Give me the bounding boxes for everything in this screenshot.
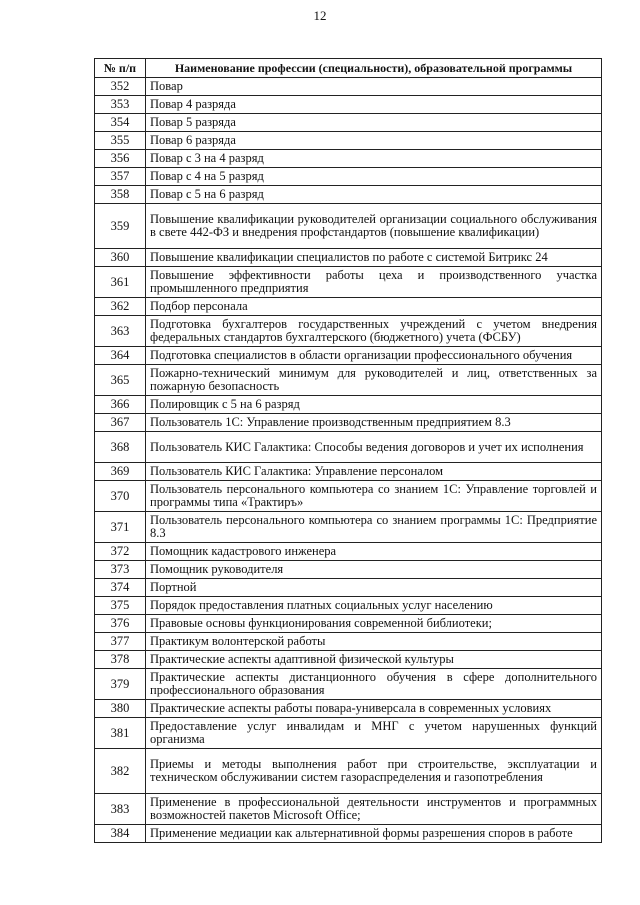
table-row <box>95 414 602 432</box>
row-number: 379 <box>95 669 146 700</box>
row-number: 364 <box>95 347 146 365</box>
program-name: Пользователь персонального компьютера со знанием 1С: Управление торговлей и программы типа «Трактиръ» <box>146 481 602 512</box>
program-name: Применение в профессиональной деятельности инструментов и программных возможностей пакетов Microsoft Office; <box>146 794 602 825</box>
table-row <box>95 132 602 150</box>
program-name: Повар 5 разряда <box>146 114 602 132</box>
table-row <box>95 633 602 651</box>
program-name: Пользователь персонального компьютера со знанием программы 1С: Предприятие 8.3 <box>146 512 602 543</box>
table-row <box>95 249 602 267</box>
row-number: 372 <box>95 543 146 561</box>
table-row <box>95 96 602 114</box>
program-name: Подготовка бухгалтеров государственных учреждений с учетом внедрения федеральных стандартов бухгалтерского (бюджетного) учета (ФСБУ) <box>146 316 602 347</box>
program-name: Пользователь КИС Галактика: Управление персоналом <box>146 463 602 481</box>
program-name: Помощник кадастрового инженера <box>146 543 602 561</box>
row-number: 358 <box>95 186 146 204</box>
program-name: Практикум волонтерской работы <box>146 633 602 651</box>
page-number: 12 <box>313 8 327 23</box>
table-row <box>95 168 602 186</box>
row-number: 365 <box>95 365 146 396</box>
program-name: Практические аспекты дистанционного обучения в сфере дополнительного профессионального образования <box>146 669 602 700</box>
program-name: Повар <box>146 78 602 96</box>
row-number: 378 <box>95 651 146 669</box>
table-row <box>95 432 602 463</box>
program-name: Полировщик с 5 на 6 разряд <box>146 396 602 414</box>
row-number: 369 <box>95 463 146 481</box>
program-name: Порядок предоставления платных социальных услуг населению <box>146 597 602 615</box>
row-number: 374 <box>95 579 146 597</box>
table-row <box>95 512 602 543</box>
table-row <box>95 543 602 561</box>
row-number: 361 <box>95 267 146 298</box>
program-name: Повышение квалификации специалистов по работе с системой Битрикс 24 <box>146 249 602 267</box>
table-row <box>95 316 602 347</box>
program-name: Практические аспекты работы повара-универсала в современных условиях <box>146 700 602 718</box>
row-number: 373 <box>95 561 146 579</box>
table-row <box>95 267 602 298</box>
program-name: Повышение эффективности работы цеха и производственного участка промышленного предприятия <box>146 267 602 298</box>
row-number: 384 <box>95 825 146 843</box>
table-row <box>95 78 602 96</box>
program-name: Помощник руководителя <box>146 561 602 579</box>
program-name: Правовые основы функционирования современной библиотеки; <box>146 615 602 633</box>
table-row <box>95 347 602 365</box>
row-number: 357 <box>95 168 146 186</box>
program-name: Портной <box>146 579 602 597</box>
row-number: 360 <box>95 249 146 267</box>
row-number: 375 <box>95 597 146 615</box>
table-row <box>95 651 602 669</box>
row-number: 371 <box>95 512 146 543</box>
row-number: 381 <box>95 718 146 749</box>
table-row <box>95 365 602 396</box>
row-number: 353 <box>95 96 146 114</box>
program-name: Пожарно-технический минимум для руководителей и лиц, ответственных за пожарную безопасность <box>146 365 602 396</box>
program-name: Практические аспекты адаптивной физической культуры <box>146 651 602 669</box>
row-number: 359 <box>95 204 146 249</box>
row-number: 377 <box>95 633 146 651</box>
program-name: Предоставление услуг инвалидам и МНГ с учетом нарушенных функций организма <box>146 718 602 749</box>
table-row <box>95 150 602 168</box>
table-row <box>95 794 602 825</box>
row-number: 383 <box>95 794 146 825</box>
table-row <box>95 561 602 579</box>
table-row <box>95 749 602 794</box>
row-number: 355 <box>95 132 146 150</box>
row-number: 352 <box>95 78 146 96</box>
table-row <box>95 718 602 749</box>
table-row <box>95 669 602 700</box>
program-name: Повар 6 разряда <box>146 132 602 150</box>
row-number: 356 <box>95 150 146 168</box>
row-number: 367 <box>95 414 146 432</box>
table-row <box>95 700 602 718</box>
table-row <box>95 186 602 204</box>
program-name: Приемы и методы выполнения работ при строительстве, эксплуатации и техническом обслуживании систем газораспределения и газопотребления <box>146 749 602 794</box>
row-number: 380 <box>95 700 146 718</box>
program-name: Пользователь 1С: Управление производственным предприятием 8.3 <box>146 414 602 432</box>
row-number: 363 <box>95 316 146 347</box>
program-name: Применение медиации как альтернативной формы разрешения споров в работе <box>146 825 602 843</box>
program-name: Повар 4 разряда <box>146 96 602 114</box>
program-name: Подбор персонала <box>146 298 602 316</box>
table-header-row <box>95 59 602 78</box>
table-row <box>95 825 602 843</box>
column-header-name: Наименование профессии (специальности), образовательной программы <box>146 59 602 78</box>
program-name: Повышение квалификации руководителей организации социального обслуживания в свете 442-ФЗ и внедрения профстандартов (повышение квалификации) <box>146 204 602 249</box>
table-row <box>95 597 602 615</box>
program-name: Пользователь КИС Галактика: Способы ведения договоров и учет их исполнения <box>146 432 602 463</box>
row-number: 382 <box>95 749 146 794</box>
row-number: 368 <box>95 432 146 463</box>
table-row <box>95 615 602 633</box>
programs-table <box>94 58 602 843</box>
row-number: 370 <box>95 481 146 512</box>
program-name: Повар с 3 на 4 разряд <box>146 150 602 168</box>
table-row <box>95 396 602 414</box>
column-header-number: № п/п <box>95 59 146 78</box>
table-row <box>95 463 602 481</box>
row-number: 376 <box>95 615 146 633</box>
row-number: 354 <box>95 114 146 132</box>
table-row <box>95 114 602 132</box>
program-name: Повар с 5 на 6 разряд <box>146 186 602 204</box>
row-number: 366 <box>95 396 146 414</box>
program-name: Повар с 4 на 5 разряд <box>146 168 602 186</box>
table-row <box>95 579 602 597</box>
table-row <box>95 204 602 249</box>
program-name: Подготовка специалистов в области организации профессионального обучения <box>146 347 602 365</box>
table-row <box>95 298 602 316</box>
row-number: 362 <box>95 298 146 316</box>
table-row <box>95 481 602 512</box>
